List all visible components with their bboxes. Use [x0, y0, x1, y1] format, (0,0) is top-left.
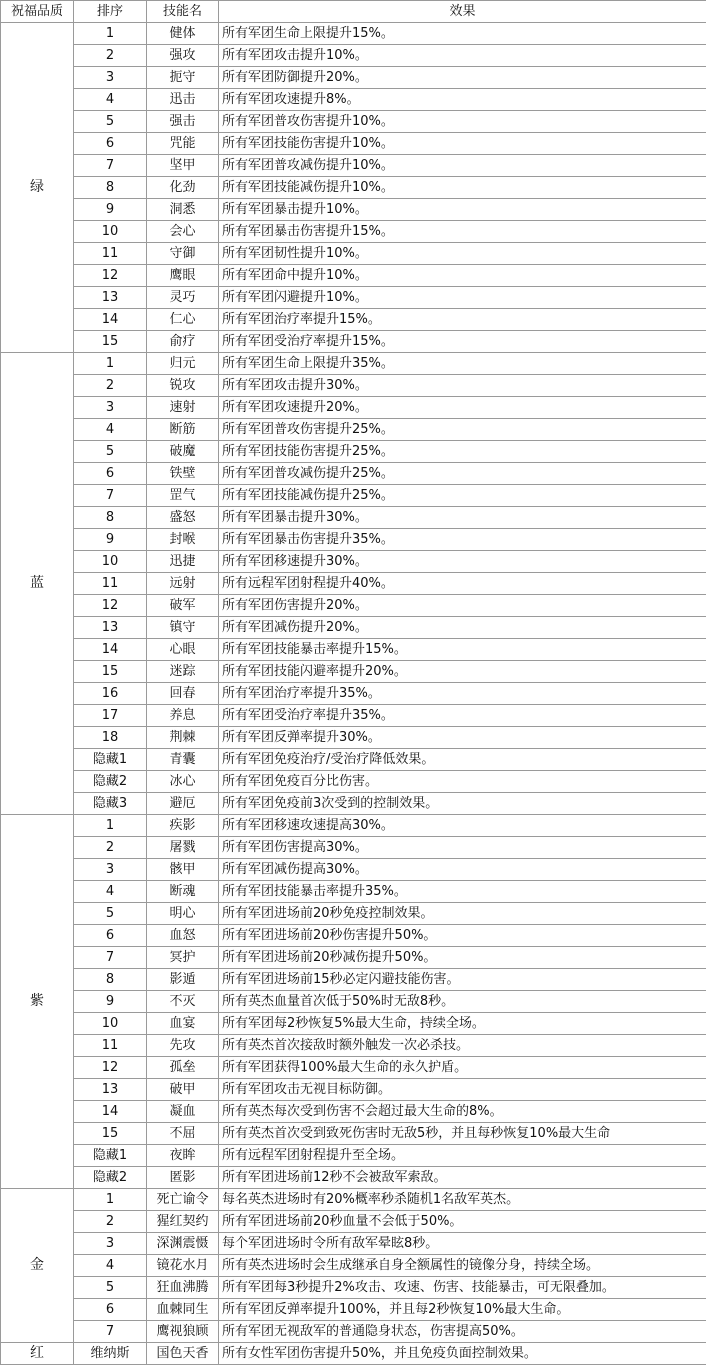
table-row — [1, 1299, 706, 1321]
effect-cell: 所有军团攻击无视目标防御。 — [219, 1079, 706, 1101]
effect-cell: 所有军团生命上限提升15%。 — [219, 23, 706, 45]
order-cell: 7 — [74, 947, 147, 969]
order-cell: 2 — [74, 837, 147, 859]
table-row — [1, 859, 706, 881]
effect-cell: 所有军团免疫百分比伤害。 — [219, 771, 706, 793]
effect-cell: 所有军团治疗率提升15%。 — [219, 309, 706, 331]
effect-cell: 所有军团治疗率提升35%。 — [219, 683, 706, 705]
skill-name-cell: 洞悉 — [147, 199, 219, 221]
skill-name-cell: 避厄 — [147, 793, 219, 815]
effect-cell: 所有军团减伤提高30%。 — [219, 859, 706, 881]
table-row — [1, 1013, 706, 1035]
order-cell: 18 — [74, 727, 147, 749]
order-cell: 15 — [74, 661, 147, 683]
effect-cell: 所有军团免疫治疗/受治疗降低效果。 — [219, 749, 706, 771]
order-cell: 13 — [74, 1079, 147, 1101]
order-cell: 8 — [74, 507, 147, 529]
order-cell: 4 — [74, 1255, 147, 1277]
skill-name-cell: 心眼 — [147, 639, 219, 661]
table-row — [1, 1233, 706, 1255]
order-cell: 维纳斯 — [74, 1343, 147, 1365]
table-row — [1, 771, 706, 793]
table-row — [1, 243, 706, 265]
effect-cell: 所有军团每3秒提升2%攻击、攻速、伤害、技能暴击，可无限叠加。 — [219, 1277, 706, 1299]
table-row — [1, 221, 706, 243]
order-cell: 10 — [74, 551, 147, 573]
table-row — [1, 485, 706, 507]
order-cell: 14 — [74, 309, 147, 331]
order-cell: 8 — [74, 177, 147, 199]
effect-cell: 所有军团攻速提升8%。 — [219, 89, 706, 111]
order-cell: 1 — [74, 23, 147, 45]
table-row — [1, 1343, 706, 1365]
table-row — [1, 419, 706, 441]
order-cell: 9 — [74, 529, 147, 551]
skill-name-cell: 养息 — [147, 705, 219, 727]
table-row — [1, 705, 706, 727]
effect-cell: 所有军团受治疗率提升35%。 — [219, 705, 706, 727]
effect-cell: 所有军团减伤提升20%。 — [219, 617, 706, 639]
table-row — [1, 265, 706, 287]
effect-cell: 所有军团进场前20秒免疫控制效果。 — [219, 903, 706, 925]
skill-name-cell: 铁壁 — [147, 463, 219, 485]
effect-cell: 所有军团获得100%最大生命的永久护盾。 — [219, 1057, 706, 1079]
effect-cell: 所有军团移速提升30%。 — [219, 551, 706, 573]
effect-cell: 所有军团攻速提升20%。 — [219, 397, 706, 419]
effect-cell: 所有军团反弹率提升100%，并且每2秒恢复10%最大生命。 — [219, 1299, 706, 1321]
effect-cell: 所有军团普攻伤害提升25%。 — [219, 419, 706, 441]
table-row — [1, 89, 706, 111]
order-cell: 隐藏2 — [74, 771, 147, 793]
table-row — [1, 155, 706, 177]
effect-cell: 每个军团进场时令所有敌军晕眩8秒。 — [219, 1233, 706, 1255]
skill-name-cell: 归元 — [147, 353, 219, 375]
skill-name-cell: 破魔 — [147, 441, 219, 463]
table-row — [1, 529, 706, 551]
table-row — [1, 375, 706, 397]
order-cell: 8 — [74, 969, 147, 991]
effect-cell: 所有远程军团射程提升40%。 — [219, 573, 706, 595]
table-row — [1, 749, 706, 771]
effect-cell: 所有军团免疫前3次受到的控制效果。 — [219, 793, 706, 815]
table-row — [1, 793, 706, 815]
table-row — [1, 595, 706, 617]
table-row — [1, 353, 706, 375]
effect-cell: 所有军团进场前12秒不会被敌军索敌。 — [219, 1167, 706, 1189]
table-row — [1, 441, 706, 463]
order-cell: 2 — [74, 45, 147, 67]
skill-name-cell: 健体 — [147, 23, 219, 45]
effect-cell: 所有军团技能减伤提升10%。 — [219, 177, 706, 199]
skill-name-cell: 匿影 — [147, 1167, 219, 1189]
skill-name-cell: 猩红契约 — [147, 1211, 219, 1233]
order-cell: 14 — [74, 639, 147, 661]
effect-cell: 所有军团命中提升10%。 — [219, 265, 706, 287]
header-row — [1, 1, 706, 23]
effect-cell: 所有军团受治疗率提升15%。 — [219, 331, 706, 353]
skill-name-cell: 影遁 — [147, 969, 219, 991]
header-quality: 祝福品质 — [1, 1, 74, 23]
skill-name-cell: 国色天香 — [147, 1343, 219, 1365]
skill-name-cell: 明心 — [147, 903, 219, 925]
skill-name-cell: 化劲 — [147, 177, 219, 199]
table-row — [1, 837, 706, 859]
order-cell: 9 — [74, 991, 147, 1013]
table-row — [1, 1321, 706, 1343]
skill-name-cell: 镜花水月 — [147, 1255, 219, 1277]
skill-name-cell: 远射 — [147, 573, 219, 595]
order-cell: 6 — [74, 463, 147, 485]
effect-cell: 所有军团暴击提升30%。 — [219, 507, 706, 529]
skill-name-cell: 破甲 — [147, 1079, 219, 1101]
order-cell: 12 — [74, 595, 147, 617]
order-cell: 隐藏1 — [74, 749, 147, 771]
table-row — [1, 1101, 706, 1123]
order-cell: 3 — [74, 397, 147, 419]
effect-cell: 所有军团生命上限提升35%。 — [219, 353, 706, 375]
order-cell: 1 — [74, 353, 147, 375]
order-cell: 6 — [74, 925, 147, 947]
skill-name-cell: 扼守 — [147, 67, 219, 89]
table-row — [1, 1189, 706, 1211]
skill-name-cell: 青囊 — [147, 749, 219, 771]
skill-name-cell: 断筋 — [147, 419, 219, 441]
table-row — [1, 551, 706, 573]
skill-name-cell: 冥护 — [147, 947, 219, 969]
table-row — [1, 947, 706, 969]
order-cell: 13 — [74, 287, 147, 309]
skill-name-cell: 强攻 — [147, 45, 219, 67]
skill-name-cell: 迅击 — [147, 89, 219, 111]
skill-name-cell: 镇守 — [147, 617, 219, 639]
table-row — [1, 507, 706, 529]
table-row — [1, 309, 706, 331]
skill-name-cell: 破军 — [147, 595, 219, 617]
effect-cell: 所有军团反弹率提升30%。 — [219, 727, 706, 749]
order-cell: 2 — [74, 375, 147, 397]
order-cell: 隐藏3 — [74, 793, 147, 815]
table-row — [1, 177, 706, 199]
order-cell: 5 — [74, 903, 147, 925]
order-cell: 7 — [74, 1321, 147, 1343]
quality-cell: 蓝 — [1, 353, 74, 815]
skill-name-cell: 屠戮 — [147, 837, 219, 859]
skill-name-cell: 不灭 — [147, 991, 219, 1013]
order-cell: 12 — [74, 1057, 147, 1079]
table-row — [1, 815, 706, 837]
order-cell: 17 — [74, 705, 147, 727]
order-cell: 11 — [74, 573, 147, 595]
table-row — [1, 133, 706, 155]
order-cell: 6 — [74, 133, 147, 155]
order-cell: 5 — [74, 1277, 147, 1299]
table-row — [1, 67, 706, 89]
table-row — [1, 287, 706, 309]
effect-cell: 所有军团防御提升20%。 — [219, 67, 706, 89]
skill-name-cell: 迅捷 — [147, 551, 219, 573]
effect-cell: 所有军团进场前20秒伤害提升50%。 — [219, 925, 706, 947]
effect-cell: 所有军团进场前20秒减伤提升50%。 — [219, 947, 706, 969]
header-skill-name: 技能名 — [147, 1, 219, 23]
effect-cell: 所有军团暴击伤害提升15%。 — [219, 221, 706, 243]
effect-cell: 所有军团技能减伤提升25%。 — [219, 485, 706, 507]
order-cell: 3 — [74, 67, 147, 89]
table-row — [1, 1079, 706, 1101]
order-cell: 2 — [74, 1211, 147, 1233]
quality-cell: 金 — [1, 1189, 74, 1343]
order-cell: 11 — [74, 243, 147, 265]
table-row — [1, 1167, 706, 1189]
order-cell: 12 — [74, 265, 147, 287]
effect-cell: 所有军团攻击提升30%。 — [219, 375, 706, 397]
skill-name-cell: 守御 — [147, 243, 219, 265]
quality-cell: 紫 — [1, 815, 74, 1189]
order-cell: 10 — [74, 1013, 147, 1035]
order-cell: 13 — [74, 617, 147, 639]
skill-name-cell: 罡气 — [147, 485, 219, 507]
skill-name-cell: 血宴 — [147, 1013, 219, 1035]
effect-cell: 所有军团伤害提高30%。 — [219, 837, 706, 859]
skill-name-cell: 孤垒 — [147, 1057, 219, 1079]
order-cell: 16 — [74, 683, 147, 705]
order-cell: 4 — [74, 419, 147, 441]
table-row — [1, 397, 706, 419]
effect-cell: 所有军团进场前15秒必定闪避技能伤害。 — [219, 969, 706, 991]
skill-name-cell: 断魂 — [147, 881, 219, 903]
order-cell: 4 — [74, 881, 147, 903]
table-row — [1, 111, 706, 133]
order-cell: 15 — [74, 331, 147, 353]
order-cell: 7 — [74, 485, 147, 507]
skill-name-cell: 血棘同生 — [147, 1299, 219, 1321]
skill-name-cell: 深渊震慑 — [147, 1233, 219, 1255]
effect-cell: 所有军团移速攻速提高30%。 — [219, 815, 706, 837]
table-row — [1, 639, 706, 661]
table-row — [1, 1057, 706, 1079]
order-cell: 1 — [74, 1189, 147, 1211]
order-cell: 1 — [74, 815, 147, 837]
table-row — [1, 903, 706, 925]
table-row — [1, 1255, 706, 1277]
skill-name-cell: 会心 — [147, 221, 219, 243]
header-order: 排序 — [74, 1, 147, 23]
order-cell: 3 — [74, 859, 147, 881]
effect-cell: 所有军团普攻伤害提升10%。 — [219, 111, 706, 133]
table-row — [1, 1123, 706, 1145]
table-row — [1, 969, 706, 991]
skill-name-cell: 骸甲 — [147, 859, 219, 881]
order-cell: 3 — [74, 1233, 147, 1255]
table-row — [1, 23, 706, 45]
header-effect: 效果 — [219, 1, 706, 23]
effect-cell: 所有军团进场前20秒血量不会低于50%。 — [219, 1211, 706, 1233]
table-row — [1, 331, 706, 353]
table-row — [1, 1145, 706, 1167]
effect-cell: 所有军团韧性提升10%。 — [219, 243, 706, 265]
effect-cell: 所有英杰首次接敌时额外触发一次必杀技。 — [219, 1035, 706, 1057]
quality-cell: 红 — [1, 1343, 74, 1365]
effect-cell: 所有军团暴击提升10%。 — [219, 199, 706, 221]
skill-name-cell: 封喉 — [147, 529, 219, 551]
skill-name-cell: 坚甲 — [147, 155, 219, 177]
order-cell: 10 — [74, 221, 147, 243]
effect-cell: 所有军团普攻减伤提升10%。 — [219, 155, 706, 177]
effect-cell: 所有军团闪避提升10%。 — [219, 287, 706, 309]
order-cell: 5 — [74, 111, 147, 133]
skill-name-cell: 狂血沸腾 — [147, 1277, 219, 1299]
effect-cell: 所有英杰进场时会生成继承自身全额属性的镜像分身，持续全场。 — [219, 1255, 706, 1277]
effect-cell: 所有军团普攻减伤提升25%。 — [219, 463, 706, 485]
skill-name-cell: 灵巧 — [147, 287, 219, 309]
table-row — [1, 617, 706, 639]
order-cell: 隐藏1 — [74, 1145, 147, 1167]
effect-cell: 所有军团暴击伤害提升35%。 — [219, 529, 706, 551]
effect-cell: 所有军团技能伤害提升10%。 — [219, 133, 706, 155]
table-row — [1, 727, 706, 749]
effect-cell: 所有军团每2秒恢复5%最大生命，持续全场。 — [219, 1013, 706, 1035]
skill-name-cell: 俞疗 — [147, 331, 219, 353]
skill-name-cell: 鹰视狼顾 — [147, 1321, 219, 1343]
table-row — [1, 45, 706, 67]
table-row — [1, 1211, 706, 1233]
order-cell: 7 — [74, 155, 147, 177]
order-cell: 15 — [74, 1123, 147, 1145]
effect-cell: 所有军团无视敌军的普通隐身状态，伤害提高50%。 — [219, 1321, 706, 1343]
table-row — [1, 199, 706, 221]
effect-cell: 所有女性军团伤害提升50%，并且免疫负面控制效果。 — [219, 1343, 706, 1365]
effect-cell: 所有军团伤害提升20%。 — [219, 595, 706, 617]
table-body — [1, 23, 706, 1365]
skill-name-cell: 冰心 — [147, 771, 219, 793]
skill-name-cell: 强击 — [147, 111, 219, 133]
effect-cell: 所有军团技能暴击率提升35%。 — [219, 881, 706, 903]
table-row — [1, 991, 706, 1013]
table-row — [1, 881, 706, 903]
effect-cell: 所有军团技能闪避率提升20%。 — [219, 661, 706, 683]
table-row — [1, 1277, 706, 1299]
table-row — [1, 1035, 706, 1057]
effect-cell: 所有军团攻击提升10%。 — [219, 45, 706, 67]
effect-cell: 所有军团技能伤害提升25%。 — [219, 441, 706, 463]
skill-name-cell: 仁心 — [147, 309, 219, 331]
order-cell: 9 — [74, 199, 147, 221]
skill-name-cell: 咒能 — [147, 133, 219, 155]
table-row — [1, 925, 706, 947]
table-row — [1, 573, 706, 595]
order-cell: 5 — [74, 441, 147, 463]
skill-name-cell: 迷踪 — [147, 661, 219, 683]
effect-cell: 所有英杰每次受到伤害不会超过最大生命的8%。 — [219, 1101, 706, 1123]
skill-name-cell: 血怒 — [147, 925, 219, 947]
skill-name-cell: 速射 — [147, 397, 219, 419]
skill-name-cell: 鹰眼 — [147, 265, 219, 287]
skill-name-cell: 疾影 — [147, 815, 219, 837]
order-cell: 6 — [74, 1299, 147, 1321]
order-cell: 14 — [74, 1101, 147, 1123]
table-row — [1, 661, 706, 683]
order-cell: 隐藏2 — [74, 1167, 147, 1189]
order-cell: 11 — [74, 1035, 147, 1057]
effect-cell: 所有英杰首次受到致死伤害时无敌5秒，并且每秒恢复10%最大生命 — [219, 1123, 706, 1145]
skill-name-cell: 盛怒 — [147, 507, 219, 529]
skill-name-cell: 先攻 — [147, 1035, 219, 1057]
order-cell: 4 — [74, 89, 147, 111]
quality-cell: 绿 — [1, 23, 74, 353]
effect-cell: 每名英杰进场时有20%概率秒杀随机1名敌军英杰。 — [219, 1189, 706, 1211]
effect-cell: 所有军团技能暴击率提升15%。 — [219, 639, 706, 661]
effect-cell: 所有远程军团射程提升至全场。 — [219, 1145, 706, 1167]
skill-name-cell: 死亡谕令 — [147, 1189, 219, 1211]
skill-name-cell: 夜眸 — [147, 1145, 219, 1167]
skill-name-cell: 凝血 — [147, 1101, 219, 1123]
skill-name-cell: 回春 — [147, 683, 219, 705]
skill-name-cell: 不屈 — [147, 1123, 219, 1145]
skill-name-cell: 荆棘 — [147, 727, 219, 749]
table-row — [1, 683, 706, 705]
table-row — [1, 463, 706, 485]
skill-name-cell: 锐攻 — [147, 375, 219, 397]
effect-cell: 所有英杰血量首次低于50%时无敌8秒。 — [219, 991, 706, 1013]
